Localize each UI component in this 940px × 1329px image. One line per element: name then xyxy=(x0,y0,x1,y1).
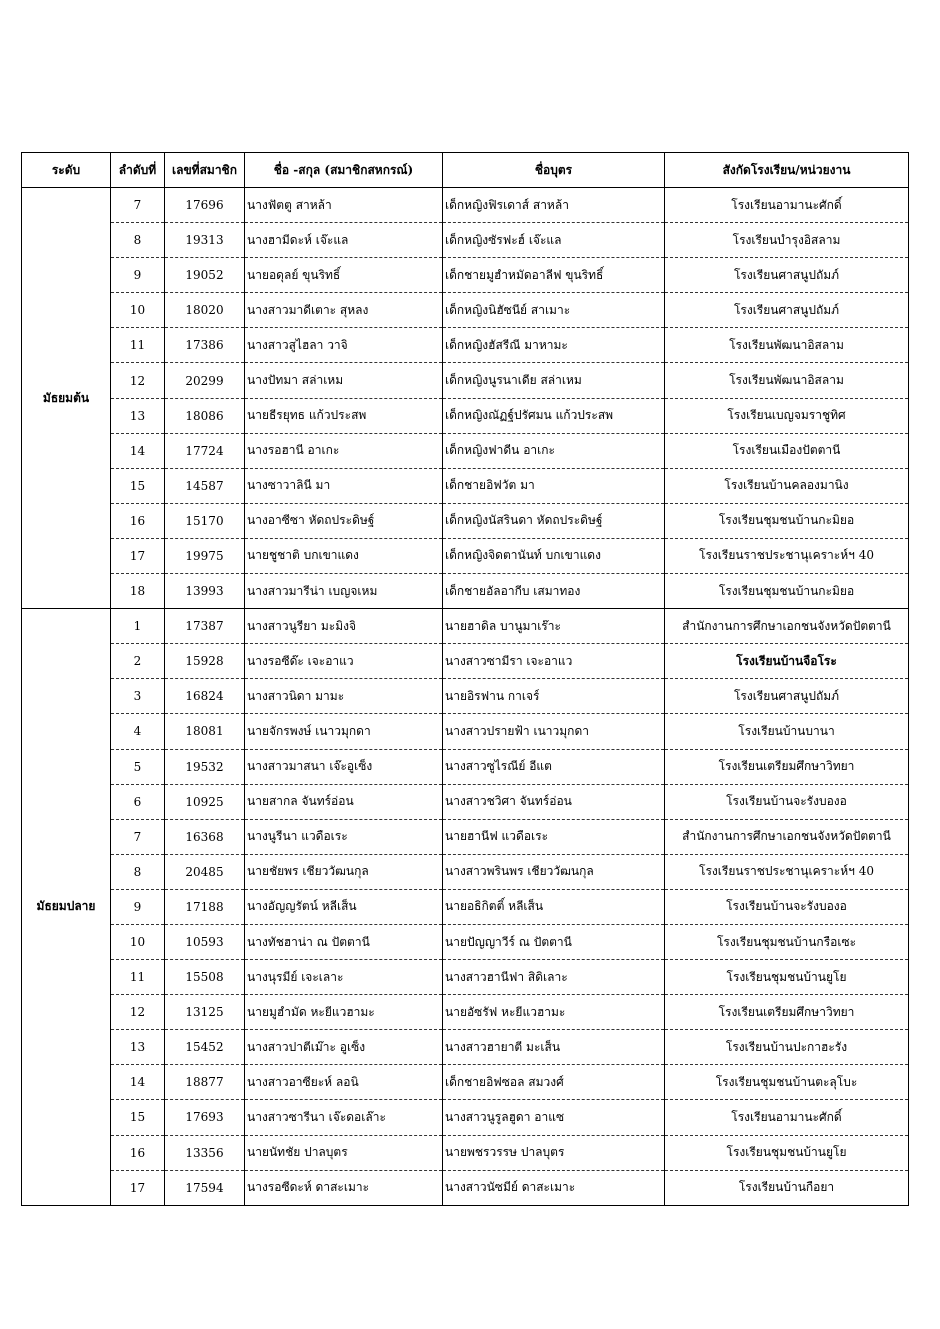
header-level: ระดับ xyxy=(22,153,111,188)
member-name-cell: นางสาวนูรียา มะมิงจิ xyxy=(245,609,443,644)
order-cell: 13 xyxy=(111,1030,165,1065)
header-row xyxy=(22,153,909,188)
member-name-cell: นายจักรพงษ์ เนาวมุกดา xyxy=(245,714,443,749)
member-name-cell: นางสาวมาสนา เจ๊ะอูเซ็ง xyxy=(245,749,443,784)
order-cell: 14 xyxy=(111,1065,165,1100)
child-name-cell: เด็กหญิงนิฮัซนีย์ สาเมาะ xyxy=(443,293,665,328)
school-cell: โรงเรียนบ้านจะรังบองอ xyxy=(665,889,909,924)
member-id-cell: 15170 xyxy=(165,503,245,538)
member-id-cell: 17696 xyxy=(165,188,245,223)
member-id-cell: 19313 xyxy=(165,223,245,258)
member-id-cell: 20299 xyxy=(165,363,245,398)
school-cell: โรงเรียนชุมชนบ้านยูโย xyxy=(665,1135,909,1170)
table-row xyxy=(22,223,909,258)
table-row xyxy=(22,644,909,679)
order-cell: 18 xyxy=(111,574,165,609)
school-cell: สำนักงานการศึกษาเอกชนจังหวัดปัตตานี xyxy=(665,609,909,644)
order-cell: 2 xyxy=(111,644,165,679)
member-id-cell: 14587 xyxy=(165,468,245,503)
member-id-cell: 15508 xyxy=(165,960,245,995)
school-cell: โรงเรียนบ้านจือโระ xyxy=(665,644,909,679)
child-name-cell: นายฮานีฟ แวดือเระ xyxy=(443,819,665,854)
child-name-cell: เด็กหญิงณัฏฐ์ปรัศมน แก้วประสพ xyxy=(443,398,665,433)
member-name-cell: นางสาวซารีนา เจ๊ะดอเล๊าะ xyxy=(245,1100,443,1135)
order-cell: 16 xyxy=(111,1135,165,1170)
order-cell: 11 xyxy=(111,328,165,363)
child-name-cell: เด็กชายอิฟซอล สมวงศ์ xyxy=(443,1065,665,1100)
child-name-cell: นางสาวปรายฟ้า เนาวมุกดา xyxy=(443,714,665,749)
table-row xyxy=(22,609,909,644)
order-cell: 17 xyxy=(111,538,165,573)
school-cell: โรงเรียนบ้านกือยา xyxy=(665,1170,909,1205)
level-cell: มัธยมปลาย xyxy=(22,609,111,1206)
order-cell: 10 xyxy=(111,924,165,959)
member-id-cell: 15452 xyxy=(165,1030,245,1065)
table-row xyxy=(22,258,909,293)
order-cell: 8 xyxy=(111,854,165,889)
table-row xyxy=(22,433,909,468)
child-name-cell: นางสาวนูรูลฮูดา อาแซ xyxy=(443,1100,665,1135)
table-row xyxy=(22,574,909,609)
table-row xyxy=(22,784,909,819)
order-cell: 9 xyxy=(111,258,165,293)
school-cell: โรงเรียนชุมชนบ้านกะมิยอ xyxy=(665,503,909,538)
member-id-cell: 18086 xyxy=(165,398,245,433)
table-row xyxy=(22,714,909,749)
school-cell: โรงเรียนบ้านจะรังบองอ xyxy=(665,784,909,819)
order-cell: 7 xyxy=(111,819,165,854)
member-name-cell: นางปัทมา สล่าเหม xyxy=(245,363,443,398)
school-cell: โรงเรียนบ้านปะกาฮะรัง xyxy=(665,1030,909,1065)
member-id-cell: 19052 xyxy=(165,258,245,293)
member-name-cell: นายอดุลย์ ขุนริทธิ์ xyxy=(245,258,443,293)
table-row xyxy=(22,363,909,398)
table-row xyxy=(22,1170,909,1205)
child-name-cell: นางสาวพรินพร เชียววัฒนกุล xyxy=(443,854,665,889)
member-name-cell: นางสาวอาซียะห์ ลอนิ xyxy=(245,1065,443,1100)
member-id-cell: 13993 xyxy=(165,574,245,609)
member-name-cell: นางสาวสูไฮลา วาจิ xyxy=(245,328,443,363)
school-cell: สำนักงานการศึกษาเอกชนจังหวัดปัตตานี xyxy=(665,819,909,854)
child-name-cell: นายอิรฟาน กาเจร์ xyxy=(443,679,665,714)
member-name-cell: นางนุรมีย์ เจะเลาะ xyxy=(245,960,443,995)
order-cell: 6 xyxy=(111,784,165,819)
order-cell: 13 xyxy=(111,398,165,433)
member-id-cell: 18877 xyxy=(165,1065,245,1100)
table-row xyxy=(22,328,909,363)
order-cell: 8 xyxy=(111,223,165,258)
table-row xyxy=(22,924,909,959)
member-name-cell: นายสากล จันทร์อ่อน xyxy=(245,784,443,819)
member-name-cell: นางสาวปาตีเม๊าะ อูเซ็ง xyxy=(245,1030,443,1065)
member-id-cell: 13125 xyxy=(165,995,245,1030)
school-cell: โรงเรียนศาสนูปถัมภ์ xyxy=(665,258,909,293)
table-row xyxy=(22,503,909,538)
member-name-cell: นายมูฮำมัด หะยีแวฮามะ xyxy=(245,995,443,1030)
header-member-id: เลขที่สมาชิก xyxy=(165,153,245,188)
table-row xyxy=(22,854,909,889)
member-id-cell: 10925 xyxy=(165,784,245,819)
header-order: ลำดับที่ xyxy=(111,153,165,188)
member-children-table xyxy=(21,152,909,1206)
table-row xyxy=(22,538,909,573)
child-name-cell: เด็กหญิงจิดตานันท์ บกเขาแดง xyxy=(443,538,665,573)
order-cell: 15 xyxy=(111,1100,165,1135)
child-name-cell: เด็กหญิงฮัสรีณี มาหามะ xyxy=(443,328,665,363)
member-name-cell: นายชัยพร เชียววัฒนกุล xyxy=(245,854,443,889)
school-cell: โรงเรียนพัฒนาอิสลาม xyxy=(665,328,909,363)
member-name-cell: นางรอฮานี อาเกะ xyxy=(245,433,443,468)
order-cell: 9 xyxy=(111,889,165,924)
member-id-cell: 18081 xyxy=(165,714,245,749)
member-id-cell: 20485 xyxy=(165,854,245,889)
level-cell: มัธยมต้น xyxy=(22,188,111,609)
child-name-cell: นายพชรวรรษ ปาลบุตร xyxy=(443,1135,665,1170)
table-row xyxy=(22,1030,909,1065)
member-id-cell: 17387 xyxy=(165,609,245,644)
school-cell: โรงเรียนเตรียมศึกษาวิทยา xyxy=(665,749,909,784)
member-name-cell: นางทัชฮาน่า ณ ปัตตานี xyxy=(245,924,443,959)
table-row xyxy=(22,749,909,784)
order-cell: 4 xyxy=(111,714,165,749)
member-name-cell: นายนัทชัย ปาลบุตร xyxy=(245,1135,443,1170)
order-cell: 10 xyxy=(111,293,165,328)
order-cell: 1 xyxy=(111,609,165,644)
child-name-cell: นางสาวซามีรา เจะอาแว xyxy=(443,644,665,679)
order-cell: 5 xyxy=(111,749,165,784)
child-name-cell: เด็กชายอิฟวัต มา xyxy=(443,468,665,503)
member-id-cell: 17594 xyxy=(165,1170,245,1205)
school-cell: โรงเรียนบ้านคลองมานิง xyxy=(665,468,909,503)
member-id-cell: 18020 xyxy=(165,293,245,328)
table-row xyxy=(22,293,909,328)
member-name-cell: นางสาวนิดา มามะ xyxy=(245,679,443,714)
table-row xyxy=(22,188,909,223)
member-name-cell: นายชูชาติ บกเขาแดง xyxy=(245,538,443,573)
school-cell: โรงเรียนศาสนูปถัมภ์ xyxy=(665,293,909,328)
member-id-cell: 15928 xyxy=(165,644,245,679)
member-name-cell: นางสาวมาดีเตาะ สุหลง xyxy=(245,293,443,328)
table-row xyxy=(22,995,909,1030)
school-cell: โรงเรียนบ้านบานา xyxy=(665,714,909,749)
table-row xyxy=(22,960,909,995)
order-cell: 14 xyxy=(111,433,165,468)
member-id-cell: 10593 xyxy=(165,924,245,959)
child-name-cell: เด็กชายมูฮำหมัดอาลีฟ ขุนริทธิ์ xyxy=(443,258,665,293)
child-name-cell: นายฮาดิล บานูมาเร๊าะ xyxy=(443,609,665,644)
order-cell: 3 xyxy=(111,679,165,714)
header-member-name: ชื่อ -สกุล (สมาชิกสหกรณ์) xyxy=(245,153,443,188)
child-name-cell: เด็กหญิงนัสรินดา หัดถประดิษฐ์ xyxy=(443,503,665,538)
table-body xyxy=(22,188,909,1206)
school-cell: โรงเรียนชุมชนบ้านกะมิยอ xyxy=(665,574,909,609)
child-name-cell: เด็กชายอัลอากีบ เสมาทอง xyxy=(443,574,665,609)
school-cell: โรงเรียนพัฒนาอิสลาม xyxy=(665,363,909,398)
school-cell: โรงเรียนราชประชานุเคราะห์ฯ 40 xyxy=(665,538,909,573)
member-id-cell: 17693 xyxy=(165,1100,245,1135)
child-name-cell: เด็กหญิงฟาดีน อาเกะ xyxy=(443,433,665,468)
order-cell: 16 xyxy=(111,503,165,538)
child-name-cell: เด็กหญิงฟิรเดาส์ สาหล้า xyxy=(443,188,665,223)
child-name-cell: นายอัซรัฟ หะยีแวฮามะ xyxy=(443,995,665,1030)
order-cell: 17 xyxy=(111,1170,165,1205)
header-child-name: ชื่อบุตร xyxy=(443,153,665,188)
member-name-cell: นางอาซีซา หัดถประดิษฐ์ xyxy=(245,503,443,538)
member-id-cell: 16824 xyxy=(165,679,245,714)
member-name-cell: นางนูรีนา แวดือเระ xyxy=(245,819,443,854)
member-id-cell: 16368 xyxy=(165,819,245,854)
school-cell: โรงเรียนอามานะศักดิ์ xyxy=(665,1100,909,1135)
member-name-cell: นายธีรยุทธ แก้วประสพ xyxy=(245,398,443,433)
member-id-cell: 19532 xyxy=(165,749,245,784)
member-name-cell: นางฮามีดะห์ เจ๊ะแล xyxy=(245,223,443,258)
child-name-cell: เด็กหญิงซัรฟะฮ์ เจ๊ะแล xyxy=(443,223,665,258)
member-name-cell: นางอัญญรัตน์ หลีเส็น xyxy=(245,889,443,924)
child-name-cell: นางสาวชวิศา จันทร์อ่อน xyxy=(443,784,665,819)
table-row xyxy=(22,398,909,433)
child-name-cell: นางสาวนัซมีย์ ดาสะเมาะ xyxy=(443,1170,665,1205)
table-row xyxy=(22,1135,909,1170)
child-name-cell: เด็กหญิงนูรนาเดีย สล่าเหม xyxy=(443,363,665,398)
school-cell: โรงเรียนศาสนูปถัมภ์ xyxy=(665,679,909,714)
order-cell: 12 xyxy=(111,995,165,1030)
member-id-cell: 13356 xyxy=(165,1135,245,1170)
child-name-cell: นางสาวฮายาตี มะเส็น xyxy=(443,1030,665,1065)
member-id-cell: 17188 xyxy=(165,889,245,924)
table-row xyxy=(22,679,909,714)
member-id-cell: 17724 xyxy=(165,433,245,468)
member-id-cell: 17386 xyxy=(165,328,245,363)
school-cell: โรงเรียนชุมชนบ้านกรือเซะ xyxy=(665,924,909,959)
member-name-cell: นางรอซีด๊ะ เจะอาแว xyxy=(245,644,443,679)
table-row xyxy=(22,1100,909,1135)
member-id-cell: 19975 xyxy=(165,538,245,573)
header-school: สังกัดโรงเรียน/หน่วยงาน xyxy=(665,153,909,188)
table-row xyxy=(22,819,909,854)
child-name-cell: นายปัญญาวีร์ ณ ปัตตานี xyxy=(443,924,665,959)
child-name-cell: นางสาวซูไรณีย์ อีแต xyxy=(443,749,665,784)
school-cell: โรงเรียนเตรียมศึกษาวิทยา xyxy=(665,995,909,1030)
order-cell: 11 xyxy=(111,960,165,995)
child-name-cell: นายอธิกิตติ์ หลีเส็น xyxy=(443,889,665,924)
table-row xyxy=(22,889,909,924)
order-cell: 7 xyxy=(111,188,165,223)
school-cell: โรงเรียนชุมชนบ้านตะลุโบะ xyxy=(665,1065,909,1100)
member-name-cell: นางรอซีดะห์ ดาสะเมาะ xyxy=(245,1170,443,1205)
school-cell: โรงเรียนชุมชนบ้านยูโย xyxy=(665,960,909,995)
order-cell: 15 xyxy=(111,468,165,503)
school-cell: โรงเรียนบำรุงอิสลาม xyxy=(665,223,909,258)
school-cell: โรงเรียนเบญจมราชูทิศ xyxy=(665,398,909,433)
member-name-cell: นางฟัตตู สาหล้า xyxy=(245,188,443,223)
member-name-cell: นางสาวมารีน่า เบญจเหม xyxy=(245,574,443,609)
school-cell: โรงเรียนเมืองปัตตานี xyxy=(665,433,909,468)
order-cell: 12 xyxy=(111,363,165,398)
member-name-cell: นางซาวาลินี มา xyxy=(245,468,443,503)
table-row xyxy=(22,1065,909,1100)
school-cell: โรงเรียนราชประชานุเคราะห์ฯ 40 xyxy=(665,854,909,889)
school-cell: โรงเรียนอามานะศักดิ์ xyxy=(665,188,909,223)
child-name-cell: นางสาวฮานีฟา สิดิเลาะ xyxy=(443,960,665,995)
table-row xyxy=(22,468,909,503)
